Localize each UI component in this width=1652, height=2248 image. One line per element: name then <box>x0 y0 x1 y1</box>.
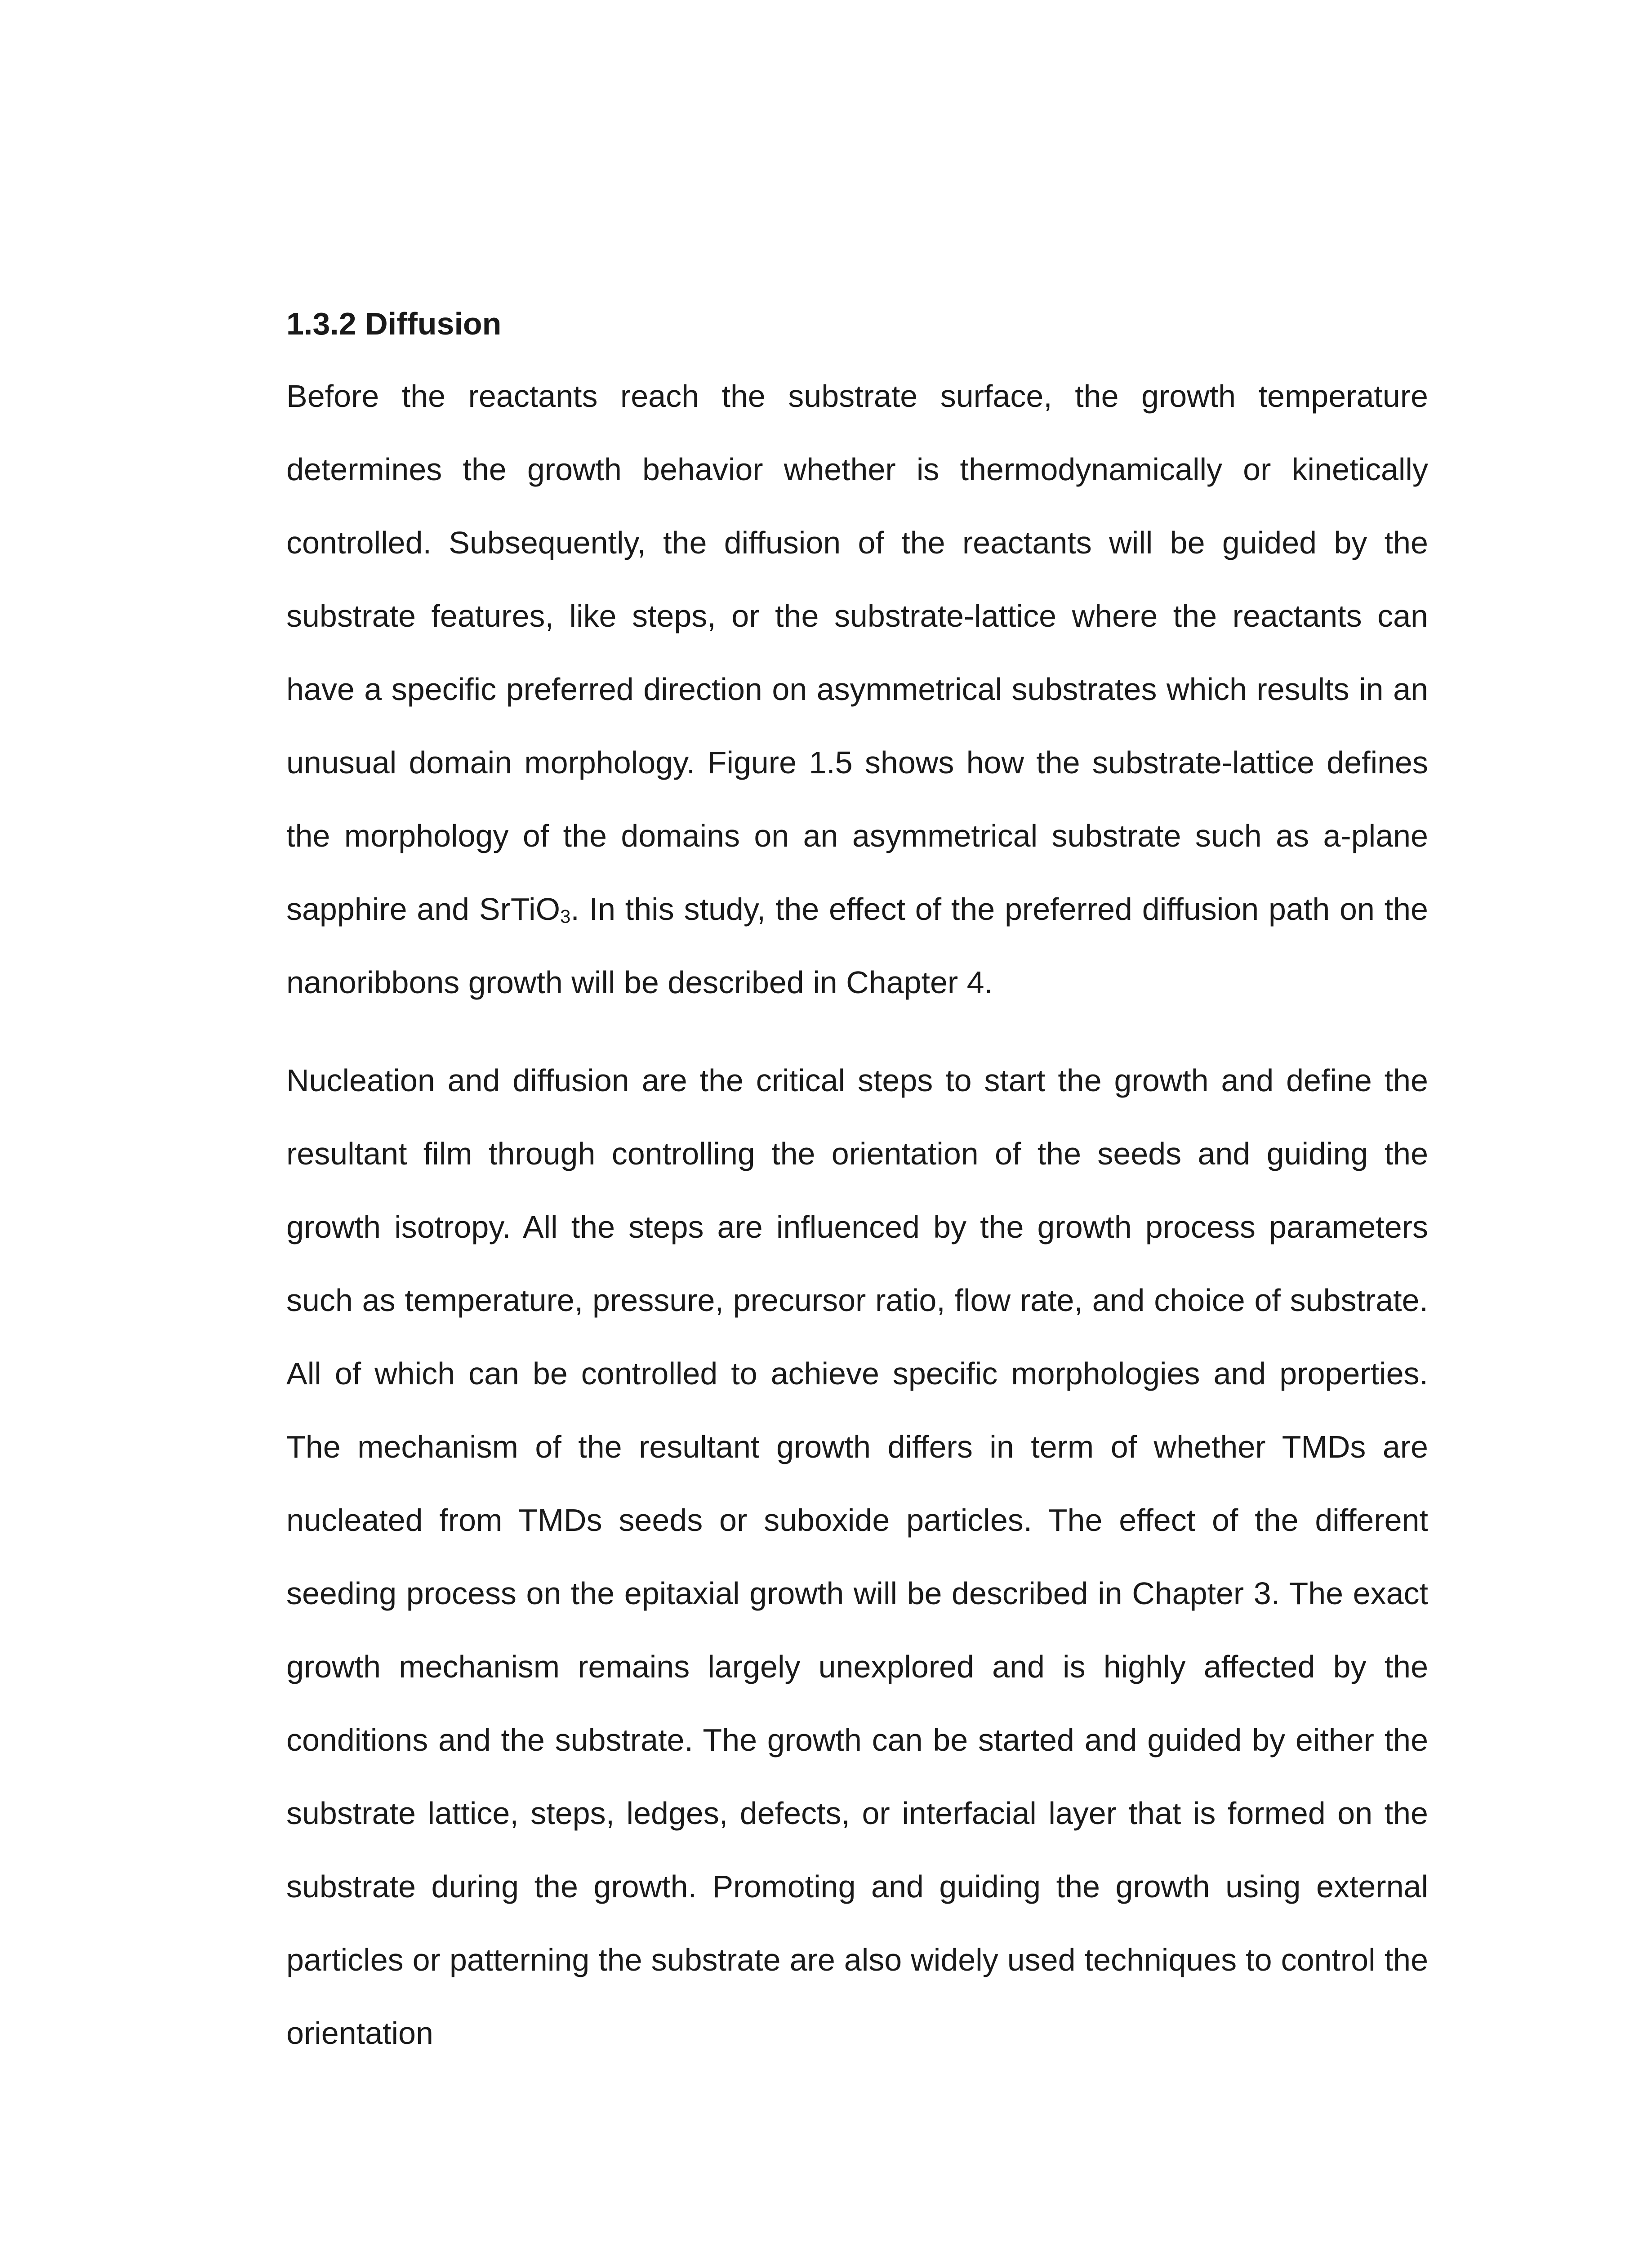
page-body <box>286 297 1428 2070</box>
section-heading: 1.3.2 Diffusion <box>286 306 502 341</box>
paragraph-nucleation: Nucleation and diffusion are the critical steps to start the growth and define the resultant film through controlling the orientation of the seeds and guiding the growth isotropy. All the steps are influenced by the growth process parameters such as temperature, pressure, precursor ratio, flow rate, and choice of substrate. All of which can be controlled to achieve specific morphologies and properties. The mechanism of the resultant growth differs in term of whether TMDs are nucleated from TMDs seeds or suboxide particles. The effect of the different seeding process on the epitaxial growth will be described in Chapter 3. The exact growth mechanism remains largely unexplored and is highly affected by the conditions and the substrate. The growth can be started and guided by either the substrate lattice, steps, ledges, defects, or interfacial layer that is formed on the substrate during the growth. Promoting and guiding the growth using external particles or patterning the substrate are also widely used techniques to control the orientation <box>286 1063 1428 2051</box>
chemical-subscript: 3 <box>560 905 571 927</box>
paragraph-diffusion-text-2: . In this study, the effect of the preferred diffusion path on the nanoribbons growth will be described in Chapter 4. <box>286 892 1428 1000</box>
paragraph-diffusion <box>286 360 1428 1019</box>
paragraph-diffusion-text-1: Before the reactants reach the substrate surface, the growth temperature determines the growth behavior whether is thermodynamically or kinetically controlled. Subsequently, the diffusion of the reactants will be guided by the substrate features, like steps, or the substrate-lattice where the reactants can have a specific preferred direction on asymmetrical substrates which results in an unusual domain morphology. Figure 1.5 shows how the substrate-lattice defines the morphology of the domains on an asymmetrical substrate such as a-plane sapphire and SrTiO <box>286 379 1428 927</box>
